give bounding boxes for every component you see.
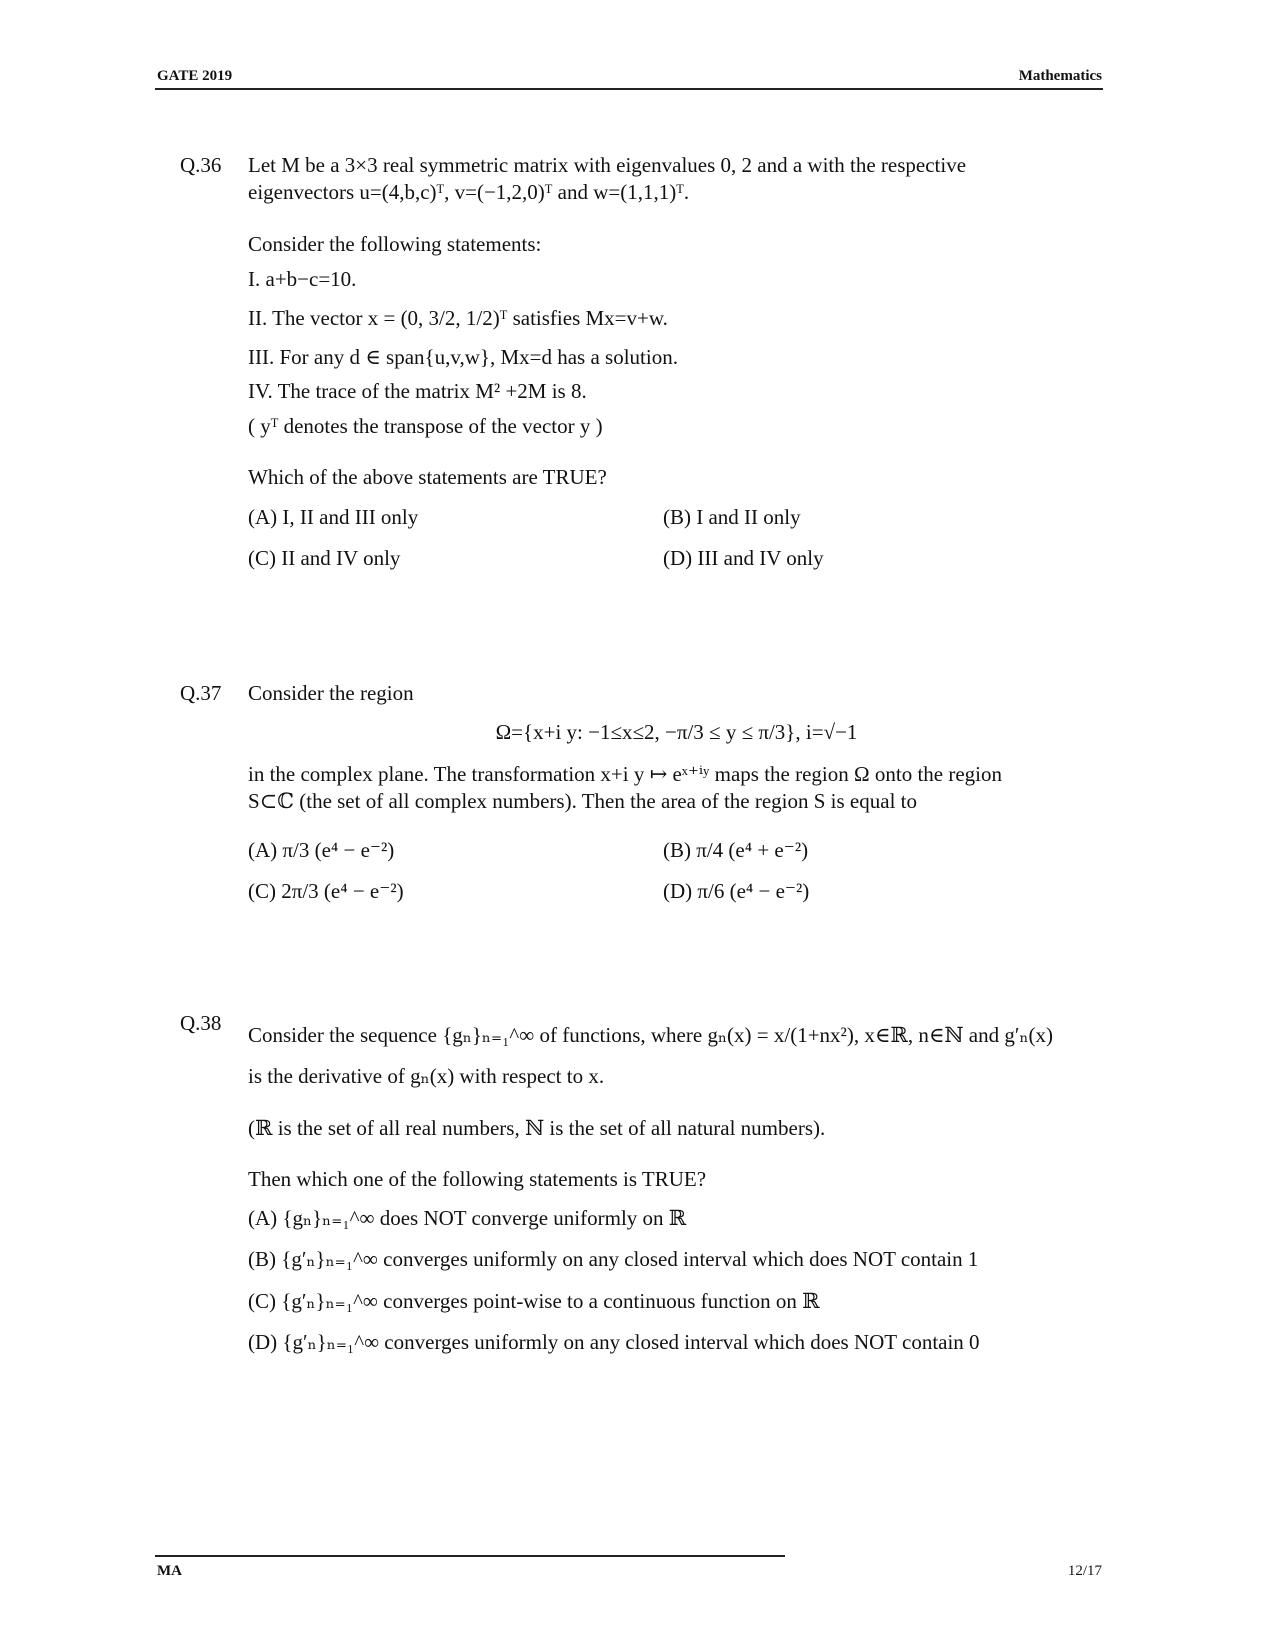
option-a[interactable]: (A) I, II and III only (248, 504, 419, 529)
question-text-line-1: Let M be a 3×3 real symmetric matrix with eigenvalues 0, 2 and a with the respective (248, 153, 967, 177)
footer-divider (155, 1555, 785, 1557)
question-number: Q.38 (180, 1011, 222, 1035)
option-b[interactable]: (B) π/4 (e⁴ + e⁻²) (663, 838, 809, 863)
option-a[interactable]: (A) π/3 (e⁴ − e⁻²) (248, 838, 395, 863)
question-prompt: Then which one of the following statements is TRUE? (248, 1166, 707, 1191)
statement-3: III. For any d ∈ span{u,v,w}, Mx=d has a solution. (248, 345, 678, 370)
question-36 (180, 152, 1105, 572)
page-number: 12/17 (1067, 1563, 1102, 1579)
question-text-line-2: eigenvectors u=(4,b,c)ᵀ, v=(−1,2,0)ᵀ and w=(1,1,1)ᵀ. (248, 180, 690, 205)
question-number: Q.37 (180, 681, 222, 705)
question-37 (180, 680, 1105, 906)
question-text-line-2: is the derivative of gₙ(x) with respect to x. (248, 1064, 605, 1089)
consider-statements: Consider the following statements: (248, 231, 542, 256)
option-c[interactable]: (C) II and IV only (248, 545, 401, 570)
option-b[interactable]: (B) {g′ₙ}ₙ₌₁^∞ converges uniformly on any closed interval which does NOT contain 1 (248, 1247, 979, 1272)
answer-options (248, 837, 1105, 906)
answer-options (248, 1205, 1105, 1356)
answer-options (248, 504, 1105, 573)
option-d[interactable]: (D) {g′ₙ}ₙ₌₁^∞ converges uniformly on any closed interval which does NOT contain 0 (248, 1330, 980, 1355)
option-d[interactable]: (D) III and IV only (663, 545, 824, 570)
option-c[interactable]: (C) {g′ₙ}ₙ₌₁^∞ converges point-wise to a continuous function on ℝ (248, 1288, 820, 1313)
question-38 (180, 1010, 1105, 1356)
transpose-note: ( yᵀ denotes the transpose of the vector y ) (248, 414, 603, 439)
footer-paper-code: MA (157, 1563, 182, 1579)
statement-2: II. The vector x = (0, 3/2, 1/2)ᵀ satisfies Mx=v+w. (248, 306, 668, 331)
option-c[interactable]: (C) 2π/3 (e⁴ − e⁻²) (248, 879, 404, 904)
option-a[interactable]: (A) {gₙ}ₙ₌₁^∞ does NOT converge uniformly on ℝ (248, 1206, 687, 1231)
set-notation-note: (ℝ is the set of all real numbers, ℕ is the set of all natural numbers). (248, 1115, 826, 1140)
header-divider (155, 88, 1103, 90)
question-number: Q.36 (180, 153, 222, 177)
region-definition: Ω={x+i y: −1≤x≤2, −π/3 ≤ y ≤ π/3}, i=√−1 (495, 720, 858, 745)
header-subject: Mathematics (1018, 68, 1102, 84)
question-text-line-2: S⊂ℂ (the set of all complex numbers). Then the area of the region S is equal to (248, 788, 917, 813)
statement-4: IV. The trace of the matrix M² +2M is 8. (248, 378, 587, 403)
option-d[interactable]: (D) π/6 (e⁴ − e⁻²) (663, 879, 810, 904)
statement-1: I. a+b−c=10. (248, 266, 357, 291)
header-exam-title: GATE 2019 (157, 68, 233, 84)
option-b[interactable]: (B) I and II only (663, 504, 801, 529)
question-text-line-1: in the complex plane. The transformation x+i y ↦ eˣ⁺ⁱʸ maps the region Ω onto the region (248, 761, 1003, 786)
question-intro: Consider the region (248, 681, 414, 705)
question-prompt: Which of the above statements are TRUE? (248, 465, 607, 490)
question-text-line-1: Consider the sequence {gₙ}ₙ₌₁^∞ of functions, where gₙ(x) = x/(1+nx²), x∈ℝ, n∈ℕ and g′ₙ(x) (248, 1023, 1054, 1047)
